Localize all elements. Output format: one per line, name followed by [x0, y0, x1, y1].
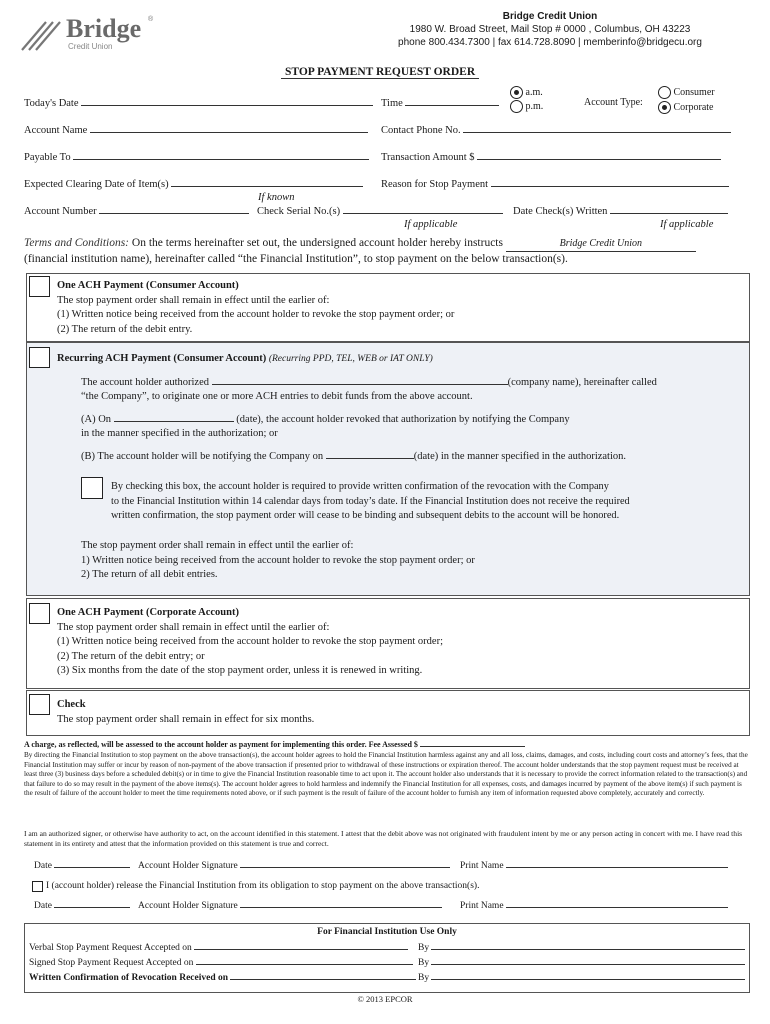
- section-line: (1) Written notice being received from the account holder to revoke the stop payment order;: [57, 636, 443, 647]
- print-name-field[interactable]: [506, 867, 728, 868]
- expected-clearing-field[interactable]: [171, 186, 363, 187]
- check-checkbox[interactable]: [29, 694, 50, 715]
- authorized-line-2: “the Company”, to originate one or more ACH entries to debit funds from the above account.: [81, 391, 473, 402]
- written-by-label: By: [418, 973, 430, 983]
- section-line: 2) The return of all debit entries.: [81, 569, 218, 580]
- account-name-label: Account Name: [24, 125, 88, 136]
- one-ach-corporate-checkbox[interactable]: [29, 603, 50, 624]
- fi-use-title: For Financial Institution Use Only: [317, 927, 457, 937]
- account-number-label: Account Number: [24, 206, 97, 217]
- account-number-field[interactable]: [99, 213, 249, 214]
- terms-paragraph: [24, 236, 754, 266]
- time-field[interactable]: [405, 105, 499, 106]
- print-name-label: Print Name: [460, 861, 504, 871]
- fee-field[interactable]: [420, 746, 525, 747]
- attestation-paragraph: I am an authorized signer, or otherwise have authority to act, on the account identified in this statement. I attest that the debit above was not originated with fraudulent intent by me or any person acting in concert with me. I have read this statement in its entirety and attest that the information provided on this statement is true and correct.: [24, 829, 743, 848]
- section-line: (2) The return of the debit entry.: [57, 323, 193, 335]
- one-ach-consumer-checkbox[interactable]: [29, 276, 50, 297]
- section-one-ach-corporate: [26, 598, 750, 689]
- logo-text: Bridge: [66, 14, 142, 43]
- confirmation-line: to the Financial Institution within 14 calendar days from today’s date. If the Financial Institution does not receive the required: [111, 495, 630, 507]
- todays-date-field[interactable]: [81, 105, 373, 106]
- terms-text-1: On the terms hereinafter set out, the undersigned account holder hereby instructs: [131, 237, 503, 249]
- company-name-field[interactable]: [212, 384, 508, 385]
- org-name: Bridge Credit Union: [502, 11, 598, 22]
- section-title: Check: [57, 699, 86, 710]
- option-b-text: (date) in the manner specified in the authorization.: [413, 451, 627, 462]
- verbal-by-label: By: [418, 943, 430, 953]
- sig-date-field[interactable]: [54, 867, 130, 868]
- company-name-suffix: (company name), hereinafter called: [507, 377, 657, 388]
- section-title: One ACH Payment (Corporate Account): [57, 607, 239, 618]
- terms-text-2: (financial institution name), hereinafter called “the Financial Institution”, to stop payment on the below transaction(s).: [24, 253, 568, 265]
- todays-date-label: Today's Date: [24, 98, 79, 109]
- date-checks-written-field[interactable]: [610, 213, 728, 214]
- terms-lead: Terms and Conditions:: [24, 237, 130, 249]
- section-one-ach-consumer: [26, 273, 750, 342]
- if-applicable-note-2: If applicable: [660, 219, 714, 230]
- section-title: Recurring ACH Payment (Consumer Account): [57, 353, 267, 364]
- recurring-ach-checkbox[interactable]: [29, 347, 50, 368]
- option-a-text: (date), the account holder revoked that authorization by notifying the Company: [236, 414, 570, 425]
- registered-mark: ®: [148, 16, 154, 23]
- option-a-date-field[interactable]: [114, 421, 234, 422]
- option-b-label: (B) The account holder will be notifying the Company on: [81, 451, 324, 462]
- section-line: 1) Written notice being received from the account holder to revoke the stop payment order; or: [81, 554, 475, 566]
- written-confirmation-checkbox[interactable]: [81, 477, 103, 499]
- am-radio[interactable]: [510, 86, 523, 99]
- holder-signature-label-2: Account Holder Signature: [138, 901, 238, 911]
- holder-signature-field-2[interactable]: [240, 907, 442, 908]
- signed-accepted-label: Signed Stop Payment Request Accepted on: [29, 958, 194, 968]
- check-serial-label: Check Serial No.(s): [257, 206, 341, 217]
- contact-phone-field[interactable]: [463, 132, 731, 133]
- reason-label: Reason for Stop Payment: [381, 179, 489, 190]
- section-line: The stop payment order shall remain in effect until the earlier of:: [57, 621, 330, 633]
- account-name-field[interactable]: [90, 132, 368, 133]
- institution-name-field[interactable]: [506, 236, 696, 252]
- account-type-label: Account Type:: [584, 97, 643, 108]
- verbal-by-field[interactable]: [431, 949, 745, 950]
- fi-use-box: [24, 923, 750, 993]
- section-line: (3) Six months from the date of the stop payment order, unless it is renewed in writing.: [57, 665, 423, 676]
- logo: [20, 14, 160, 54]
- verbal-accepted-field[interactable]: [194, 949, 408, 950]
- option-a-line-2: in the manner specified in the authorization; or: [81, 428, 278, 439]
- written-received-field[interactable]: [230, 979, 416, 980]
- signed-accepted-field[interactable]: [196, 964, 413, 965]
- verbal-accepted-label: Verbal Stop Payment Request Accepted on: [29, 943, 192, 953]
- liability-paragraph: By directing the Financial Institution to stop payment on the above transaction(s), the account holder agrees to hold the Financial Institution harmless against any and all loss, claims, damages, and costs, including court costs and attorney’s fees, that the Financial Institution may suffer or incur by reason of non-payment of the above transaction if presented prior to withdrawal of these instructions or expiration thereof. The account holder understands that the stop payment request must be received at least three (3) business days before a scheduled debit(s) or in time to give the Financial Institution reasonable time to act upon it. The account holder also understands that it is necessary to provide the correct information related to the transaction(s) and that failure to do so may result in the payment of the above items(s). The account holder agrees to hold harmless and indemnify the Financial Institution for all expenses, costs, and damages incurred by payment of the above item(s) if such payment is the result of failure of the account holder to meet the time requirements noted above, or if such payment is the result of failure of the account holder to furnish any item of information requested above completely, accurately and correctly.: [24, 751, 748, 797]
- institution-name: Bridge Credit Union: [559, 238, 643, 249]
- confirmation-line: By checking this box, the account holder is required to provide written confirmation of the revocation with the Company: [111, 481, 609, 492]
- pm-radio[interactable]: [510, 100, 523, 113]
- payable-to-field[interactable]: [73, 159, 369, 160]
- transaction-amount-label: Transaction Amount $: [381, 152, 475, 163]
- org-address: 1980 W. Broad Street, Mail Stop # 0000 , Columbus, OH 43223: [409, 24, 691, 35]
- sig-date-field-2[interactable]: [54, 907, 130, 908]
- release-text: I (account holder) release the Financial Institution from its obligation to stop payment on the above transaction(s).: [46, 881, 480, 891]
- confirmation-line: written confirmation, the stop payment order will cease to be binding and subsequent debits to the account will be honored.: [111, 510, 620, 521]
- consumer-label: Consumer: [673, 86, 715, 98]
- date-checks-written-label: Date Check(s) Written: [513, 206, 608, 217]
- holder-signature-field[interactable]: [240, 867, 450, 868]
- corporate-radio[interactable]: [658, 101, 671, 114]
- holder-signature-label: Account Holder Signature: [138, 861, 238, 871]
- sig-date-label-2: Date: [34, 901, 52, 911]
- section-line: (1) Written notice being received from the account holder to revoke the stop payment order; or: [57, 309, 455, 320]
- signed-by-field[interactable]: [431, 964, 745, 965]
- time-label: Time: [381, 98, 403, 109]
- consumer-radio[interactable]: [658, 86, 671, 99]
- print-name-field-2[interactable]: [506, 907, 728, 908]
- sig-date-label: Date: [34, 861, 52, 871]
- copyright: © 2013 EPCOR: [357, 994, 413, 1004]
- written-received-label: Written Confirmation of Revocation Received on: [29, 973, 229, 983]
- corporate-label: Corporate: [673, 101, 714, 113]
- release-checkbox[interactable]: [32, 881, 43, 892]
- org-contact: phone 800.434.7300 | fax 614.728.8090 | memberinfo@bridgecu.org: [398, 37, 702, 48]
- print-name-label-2: Print Name: [460, 901, 504, 911]
- fee-text: A charge, as reflected, will be assessed to the account holder as payment for implementing this order. Fee Assessed $: [24, 740, 418, 749]
- am-label: a.m.: [525, 86, 543, 98]
- section-check: [26, 690, 750, 736]
- expected-clearing-label: Expected Clearing Date of Item(s): [24, 179, 169, 190]
- pm-label: p.m.: [525, 100, 544, 112]
- org-info: [370, 10, 730, 49]
- contact-phone-label: Contact Phone No.: [381, 125, 461, 136]
- written-by-field[interactable]: [431, 979, 745, 980]
- form-title: STOP PAYMENT REQUEST ORDER: [281, 66, 479, 79]
- section-line: The stop payment order shall remain in effect until the earlier of:: [81, 540, 354, 551]
- option-b-date-field[interactable]: [326, 458, 414, 459]
- authorized-label: The account holder authorized: [81, 377, 209, 388]
- section-line: The stop payment order shall remain in effect until the earlier of:: [57, 294, 330, 306]
- if-applicable-note-1: If applicable: [404, 219, 458, 230]
- section-line: (2) The return of the debit entry; or: [57, 650, 205, 662]
- section-title-note: (Recurring PPD, TEL, WEB or IAT ONLY): [268, 354, 433, 364]
- section-line: The stop payment order shall remain in effect for six months.: [57, 714, 315, 725]
- logo-subtext: Credit Union: [68, 42, 113, 51]
- section-title: One ACH Payment (Consumer Account): [57, 280, 239, 291]
- transaction-amount-field[interactable]: [477, 159, 721, 160]
- logo-swoosh-icon: [20, 16, 68, 54]
- reason-field[interactable]: [491, 186, 729, 187]
- check-serial-field[interactable]: [343, 213, 503, 214]
- section-recurring-ach-consumer: [26, 342, 750, 596]
- payable-to-label: Payable To: [24, 152, 71, 163]
- option-a-label: (A) On: [81, 414, 112, 425]
- signed-by-label: By: [418, 958, 430, 968]
- if-known-note: If known: [258, 192, 295, 203]
